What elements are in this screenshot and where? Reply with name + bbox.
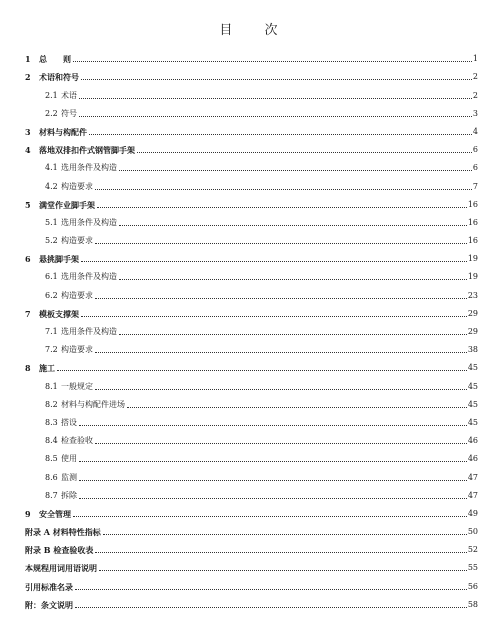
toc-entry-label: 附：条文说明 <box>25 599 73 610</box>
toc-entry[interactable] <box>25 410 478 428</box>
toc-entry-number: 5.2 <box>45 236 58 246</box>
toc-entry-page-number: 45 <box>467 417 478 427</box>
toc-entry-page-number: 45 <box>467 399 478 409</box>
dot-leader <box>95 351 467 353</box>
dot-leader <box>119 169 472 171</box>
toc-entry[interactable] <box>25 428 478 446</box>
toc-entry[interactable] <box>25 355 478 373</box>
toc-entry-number: 8 <box>25 363 31 374</box>
toc-entry-label: 模板支撑架 <box>39 308 79 319</box>
toc-entry-number: 7 <box>25 308 31 319</box>
toc-entry[interactable] <box>25 192 478 210</box>
toc-entry[interactable] <box>25 537 478 555</box>
toc-entry-number: 8.7 <box>45 490 58 500</box>
toc-entry-number: 7.1 <box>45 327 58 336</box>
toc-entry[interactable] <box>25 319 478 337</box>
toc-entry-page-number: 29 <box>467 327 478 336</box>
toc-entry-page-number: 2 <box>472 72 478 82</box>
toc-entry-page-number: 56 <box>467 581 478 591</box>
toc-entry-page-number: 45 <box>467 381 478 391</box>
toc-entry-label: 附录 A 材料特性指标 <box>25 527 101 538</box>
toc-entry[interactable] <box>25 137 478 155</box>
dot-leader <box>57 369 467 371</box>
toc-entry-label: 安全管理 <box>39 508 71 519</box>
toc-entry-label: 选用条件及构造 <box>61 163 117 173</box>
toc-entry-label: 术语和符号 <box>39 72 79 83</box>
toc-entry-number: 8.4 <box>45 436 58 446</box>
dot-leader <box>81 315 467 317</box>
toc-entry-label: 材料与构配件 <box>39 126 87 137</box>
toc-entry-label: 引用标准名录 <box>25 581 73 592</box>
toc-entry-page-number: 19 <box>467 272 478 282</box>
dot-leader <box>95 388 467 390</box>
dot-leader <box>81 78 472 80</box>
toc-entry-label: 满堂作业脚手架 <box>39 199 95 210</box>
dot-leader <box>119 224 467 226</box>
dot-leader <box>79 115 472 117</box>
dot-leader <box>97 206 467 208</box>
toc-entry-page-number: 58 <box>467 599 478 609</box>
toc-entry-number: 9 <box>25 508 31 519</box>
toc-entry-label: 构造要求 <box>61 345 93 355</box>
toc-entry-label: 施工 <box>39 363 55 374</box>
dot-leader <box>119 333 467 335</box>
toc-entry[interactable] <box>25 519 478 537</box>
toc-entry[interactable] <box>25 173 478 191</box>
toc-entry-label: 材料与构配件进场 <box>61 399 125 409</box>
toc-entry-label: 本规程用词用语说明 <box>25 563 97 574</box>
toc-entry[interactable] <box>25 155 478 173</box>
toc-entry[interactable] <box>25 373 478 391</box>
toc-entry-label: 选用条件及构造 <box>61 217 117 227</box>
toc-entry[interactable] <box>25 555 478 573</box>
toc-entry[interactable] <box>25 119 478 137</box>
dot-leader <box>89 133 472 135</box>
dot-leader <box>79 424 467 426</box>
toc-entry-label: 术语 <box>61 90 77 100</box>
dot-leader <box>99 569 467 571</box>
toc-entry-number: 4 <box>25 145 31 156</box>
toc-title: 目 次 <box>219 23 292 38</box>
toc-entry-page-number: 16 <box>467 236 478 246</box>
toc-entry-page-number: 38 <box>467 345 478 355</box>
toc-entry-number: 8.1 <box>45 381 58 391</box>
toc-entry[interactable] <box>25 301 478 319</box>
toc-entry-number: 4.2 <box>45 181 58 191</box>
toc-entry-number: 8.5 <box>45 454 58 464</box>
dot-leader <box>119 278 467 280</box>
toc-entry-number: 5.1 <box>45 217 58 227</box>
dot-leader <box>79 97 472 99</box>
dot-leader <box>103 533 467 535</box>
toc-entry-page-number: 46 <box>467 454 478 464</box>
toc-entry-number: 3 <box>25 126 31 137</box>
toc-entry-page-number: 50 <box>467 527 478 537</box>
toc-entry-label: 附录 B 检查验收表 <box>25 545 94 556</box>
toc-entry-label: 选用条件及构造 <box>61 272 117 282</box>
dot-leader <box>81 260 467 262</box>
toc-entry-label: 使用 <box>61 454 77 464</box>
dot-leader <box>95 297 467 299</box>
toc-entry-page-number: 55 <box>467 563 478 573</box>
toc-entry-page-number: 16 <box>467 199 478 209</box>
toc-entry[interactable] <box>25 210 478 228</box>
toc-entry-number: 8.6 <box>45 472 58 482</box>
toc-entry-label: 一般规定 <box>61 381 93 391</box>
toc-entry-number: 2 <box>25 72 31 83</box>
toc-entry-page-number: 23 <box>467 290 478 300</box>
table-of-contents <box>25 46 478 610</box>
toc-entry-label: 拆除 <box>61 490 77 500</box>
toc-entry-label: 检查验收 <box>61 436 93 446</box>
toc-entry-number: 8.3 <box>45 417 58 427</box>
toc-entry[interactable] <box>25 246 478 264</box>
toc-entry-number: 6 <box>25 254 31 265</box>
toc-entry[interactable] <box>25 282 478 300</box>
toc-entry-number: 6.1 <box>45 272 58 282</box>
toc-entry[interactable] <box>25 464 478 482</box>
toc-entry-label: 符号 <box>61 108 77 118</box>
toc-entry-page-number: 3 <box>472 108 478 118</box>
toc-entry-page-number: 29 <box>467 308 478 318</box>
toc-entry-number: 2.2 <box>45 108 58 118</box>
toc-entry-number: 1 <box>25 54 31 65</box>
dot-leader <box>95 242 467 244</box>
toc-entry[interactable] <box>25 392 478 410</box>
toc-entry-label: 构造要求 <box>61 236 93 246</box>
toc-entry[interactable] <box>25 573 478 591</box>
toc-entry-page-number: 2 <box>472 90 478 100</box>
dot-leader <box>95 442 467 444</box>
dot-leader <box>137 151 472 153</box>
toc-entry-page-number: 46 <box>467 436 478 446</box>
dot-leader <box>79 497 467 499</box>
toc-entry-number: 5 <box>25 199 31 210</box>
dot-leader <box>75 606 467 608</box>
toc-entry[interactable] <box>25 82 478 100</box>
toc-entry-label: 落地双排扣件式钢管脚手架 <box>39 145 135 156</box>
toc-entry-label: 构造要求 <box>61 181 93 191</box>
toc-entry-label: 悬挑脚手架 <box>39 254 79 265</box>
dot-leader <box>79 460 467 462</box>
toc-entry[interactable] <box>25 592 478 610</box>
toc-entry-page-number: 16 <box>467 217 478 227</box>
toc-entry[interactable] <box>25 337 478 355</box>
toc-entry-page-number: 6 <box>472 145 478 155</box>
toc-entry-page-number: 52 <box>467 545 478 555</box>
toc-entry-label: 总 则 <box>39 54 71 65</box>
toc-entry-number: 8.2 <box>45 399 58 409</box>
toc-entry-number: 4.1 <box>45 163 58 173</box>
dot-leader <box>75 588 467 590</box>
toc-entry[interactable] <box>25 64 478 82</box>
toc-entry[interactable] <box>25 46 478 64</box>
toc-entry[interactable] <box>25 264 478 282</box>
toc-entry-page-number: 6 <box>472 163 478 173</box>
toc-entry-label: 选用条件及构造 <box>61 327 117 336</box>
toc-entry[interactable] <box>25 501 478 519</box>
dot-leader <box>95 188 472 190</box>
toc-entry-page-number: 47 <box>467 490 478 500</box>
dot-leader <box>127 406 467 408</box>
toc-entry-page-number: 47 <box>467 472 478 482</box>
toc-entry[interactable] <box>25 101 478 119</box>
toc-entry-label: 监测 <box>61 472 77 482</box>
toc-entry[interactable] <box>25 228 478 246</box>
toc-entry-number: 7.2 <box>45 345 58 355</box>
dot-leader <box>73 60 472 62</box>
toc-entry-page-number: 49 <box>467 508 478 518</box>
toc-entry-page-number: 4 <box>472 126 478 136</box>
toc-entry[interactable] <box>25 446 478 464</box>
toc-entry-page-number: 19 <box>467 254 478 264</box>
dot-leader <box>79 479 467 481</box>
toc-entry-page-number: 1 <box>472 54 478 64</box>
toc-entry-page-number: 45 <box>467 363 478 373</box>
toc-entry-number: 2.1 <box>45 90 58 100</box>
toc-entry-label: 搭设 <box>61 417 77 427</box>
dot-leader <box>73 515 467 517</box>
toc-entry-label: 构造要求 <box>61 290 93 300</box>
toc-entry-page-number: 7 <box>472 181 478 191</box>
toc-entry[interactable] <box>25 483 478 501</box>
dot-leader <box>95 551 466 553</box>
toc-entry-number: 6.2 <box>45 290 58 300</box>
